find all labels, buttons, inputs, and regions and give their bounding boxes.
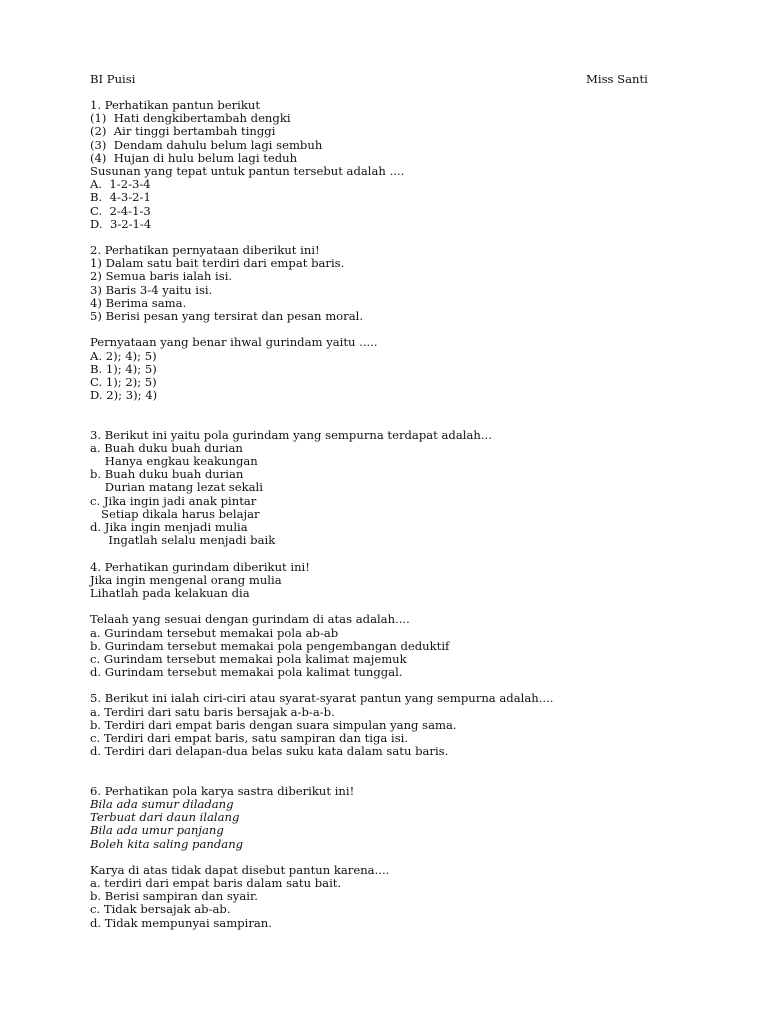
pantun-line: (4) Hujan di hulu belum lagi teduh bbox=[90, 150, 298, 165]
question-5 bbox=[90, 692, 730, 758]
answer-option: a. Buah duku buah durian bbox=[90, 440, 243, 455]
statement: 5) Berisi pesan yang tersirat dan pesan moral. bbox=[90, 309, 364, 323]
question-5-prompt: 5. Berikut ini ialah ciri-ciri atau syarat-syarat pantun yang sempurna adalah.... bbox=[90, 691, 554, 706]
poem-line: Terbuat dari daun ilalang bbox=[90, 810, 240, 825]
answer-option: B. 4-3-2-1 bbox=[90, 190, 151, 205]
answer-option-continuation: Durian matang lezat sekali bbox=[90, 480, 263, 495]
answer-option: b. Buah duku buah durian bbox=[90, 467, 244, 482]
answer-option: a. Gurindam tersebut memakai pola ab-ab bbox=[90, 625, 339, 640]
answer-option-continuation: Ingatlah selalu menjadi baik bbox=[90, 533, 276, 548]
question-2-prompt: 2. Perhatikan pernyataan diberikut ini! bbox=[90, 243, 320, 258]
pantun-line: (3) Dendam dahulu belum lagi sembuh bbox=[90, 137, 323, 152]
question-1-prompt: 1. Perhatikan pantun berikut bbox=[90, 98, 261, 112]
statement: 2) Semua baris ialah isi. bbox=[90, 269, 233, 284]
answer-option: c. Terdiri dari empat baris, satu sampiran dan tiga isi. bbox=[90, 731, 409, 745]
gurindam-line: Jika ingin mengenal orang mulia bbox=[90, 572, 282, 587]
question-1 bbox=[90, 99, 730, 231]
answer-option: d. Terdiri dari delapan-dua belas suku kata dalam satu baris. bbox=[90, 744, 449, 759]
answer-option: b. Terdiri dari empat baris dengan suara simpulan yang sama. bbox=[90, 717, 457, 732]
question-6-text: Karya di atas tidak dapat disebut pantun karena.... bbox=[90, 862, 390, 877]
poem-line: Bila ada sumur diladang bbox=[90, 796, 234, 811]
question-6 bbox=[90, 785, 730, 930]
answer-option: A. 2); 4); 5) bbox=[90, 348, 157, 363]
question-3 bbox=[90, 429, 730, 548]
answer-option: a. terdiri dari empat baris dalam satu bait. bbox=[90, 876, 342, 891]
subject-header: BI Puisi bbox=[90, 72, 136, 86]
answer-option: A. 1-2-3-4 bbox=[90, 177, 151, 192]
question-2 bbox=[90, 244, 730, 402]
answer-option: d. Gurindam tersebut memakai pola kalimat tunggal. bbox=[90, 665, 403, 680]
statement: 4) Berima sama. bbox=[90, 295, 187, 310]
answer-option: d. Tidak mempunyai sampiran. bbox=[90, 915, 272, 930]
question-4-prompt: 4. Perhatikan gurindam diberikut ini! bbox=[90, 559, 310, 574]
answer-option: B. 1); 4); 5) bbox=[90, 361, 157, 376]
answer-option: b. Berisi sampiran dan syair. bbox=[90, 889, 258, 904]
answer-option: d. Jika ingin menjadi mulia bbox=[90, 520, 248, 534]
answer-option: C. 2-4-1-3 bbox=[90, 203, 151, 218]
question-4-text: Telaah yang sesuai dengan gurindam di atas adalah.... bbox=[90, 612, 410, 627]
question-1-text: Susunan yang tepat untuk pantun tersebut adalah .... bbox=[90, 163, 405, 178]
answer-option: c. Tidak bersajak ab-ab. bbox=[90, 902, 231, 917]
answer-option: c. Gurindam tersebut memakai pola kalimat majemuk bbox=[90, 651, 407, 666]
question-6-prompt: 6. Perhatikan pola karya sastra diberikut ini! bbox=[90, 783, 355, 798]
answer-option: D. 3-2-1-4 bbox=[90, 216, 152, 231]
question-4 bbox=[90, 561, 730, 680]
answer-option: a. Terdiri dari satu baris bersajak a-b-a-b. bbox=[90, 704, 335, 719]
teacher-header: Miss Santi bbox=[586, 72, 648, 86]
answer-option: c. Jika ingin jadi anak pintar bbox=[90, 493, 257, 508]
answer-option-continuation: Hanya engkau keakungan bbox=[90, 454, 258, 469]
statement: 1) Dalam satu bait terdiri dari empat baris. bbox=[90, 256, 345, 271]
answer-option: C. 1); 2); 5) bbox=[90, 374, 157, 389]
answer-option: b. Gurindam tersebut memakai pola pengembangan deduktif bbox=[90, 638, 450, 653]
pantun-line: (1) Hati dengkibertambah dengki bbox=[90, 111, 291, 126]
answer-option: D. 2); 3); 4) bbox=[90, 388, 158, 403]
pantun-line: (2) Air tinggi bertambah tinggi bbox=[90, 124, 276, 139]
exam-content bbox=[90, 99, 730, 930]
poem-line: Bila ada umur panjang bbox=[90, 823, 224, 838]
statement: 3) Baris 3-4 yaitu isi. bbox=[90, 282, 213, 297]
poem-line: Boleh kita saling pandang bbox=[90, 836, 244, 851]
answer-option-continuation: Setiap dikala harus belajar bbox=[90, 506, 260, 521]
question-3-prompt: 3. Berikut ini yaitu pola gurindam yang sempurna terdapat adalah... bbox=[90, 427, 492, 442]
gurindam-line: Lihatlah pada kelakuan dia bbox=[90, 585, 250, 600]
question-2-text: Pernyataan yang benar ihwal gurindam yaitu ..... bbox=[90, 335, 378, 350]
